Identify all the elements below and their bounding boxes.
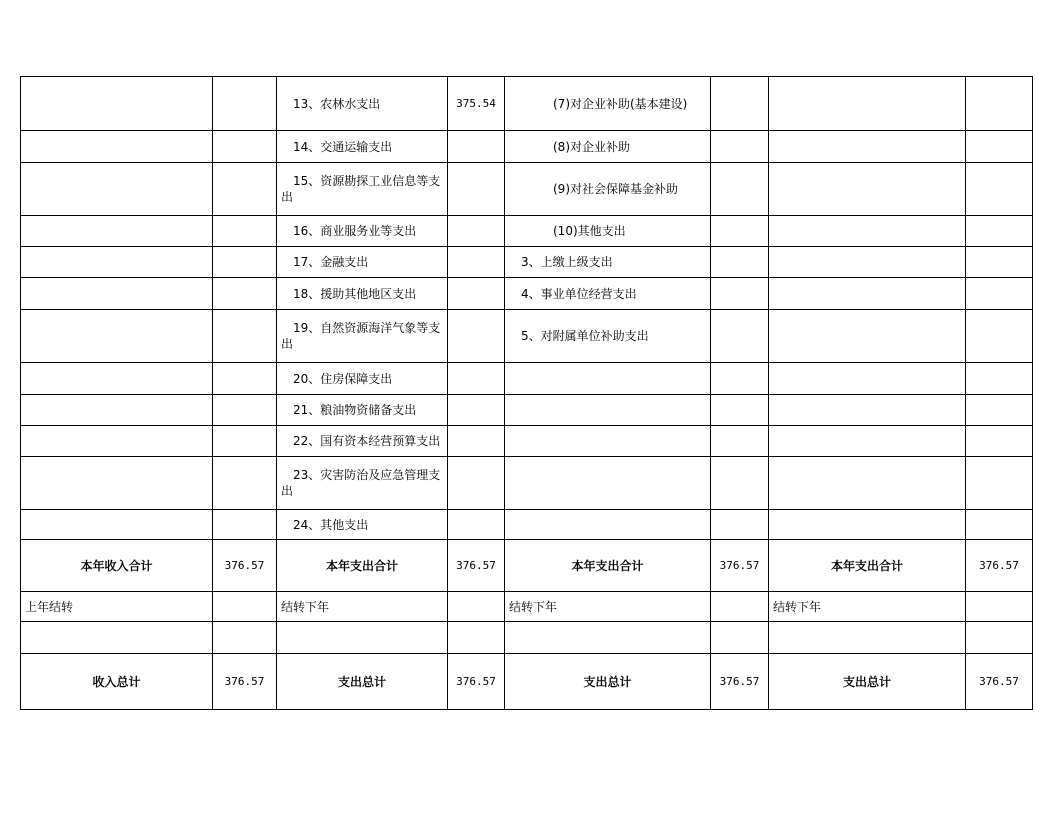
cell-income-item (21, 395, 213, 426)
cell-text-line: 出 (281, 190, 294, 204)
cell-expense-value (448, 363, 505, 395)
cell-income-value (213, 278, 277, 310)
table-row (21, 426, 1033, 457)
cell-expense-item: 16、商业服务业等支出 (277, 216, 448, 247)
cell-extra-item (769, 247, 966, 278)
carry-out-value (448, 592, 505, 622)
cell-text-line: 19、自然资源海洋气象等支 (293, 321, 441, 335)
cell-extra-item (769, 395, 966, 426)
econ-grand-value: 376.57 (711, 654, 769, 710)
carry-in-label: 上年结转 (21, 592, 213, 622)
cell-expense-value (448, 395, 505, 426)
cell-econ-value (711, 278, 769, 310)
cell-econ-value (711, 395, 769, 426)
cell-income-item (21, 510, 213, 540)
cell-income-item (21, 363, 213, 395)
cell-income-item (21, 426, 213, 457)
empty-cell (277, 622, 448, 654)
table-row (21, 457, 1033, 510)
cell-extra-value (966, 395, 1033, 426)
cell-econ-value (711, 247, 769, 278)
table-row (21, 278, 1033, 310)
cell-income-item (21, 163, 213, 216)
income-total-label: 本年收入合计 (21, 540, 213, 592)
cell-econ-item: (10)其他支出 (505, 216, 711, 247)
cell-income-item (21, 278, 213, 310)
cell-econ-value (711, 426, 769, 457)
cell-extra-value (966, 163, 1033, 216)
cell-text-line: 出 (281, 337, 294, 351)
cell-extra-value (966, 363, 1033, 395)
table-row (21, 363, 1033, 395)
cell-expense-value (448, 510, 505, 540)
table-row (21, 247, 1033, 278)
expense-grand-label: 支出总计 (277, 654, 448, 710)
cell-expense-item: 24、其他支出 (277, 510, 448, 540)
empty-cell (711, 622, 769, 654)
cell-econ-value (711, 216, 769, 247)
carry-out-label: 结转下年 (505, 592, 711, 622)
extra-total-value: 376.57 (966, 540, 1033, 592)
cell-extra-item (769, 363, 966, 395)
carry-row (21, 592, 1033, 622)
cell-income-value (213, 247, 277, 278)
cell-income-value (213, 163, 277, 216)
cell-extra-item (769, 216, 966, 247)
cell-expense-value (448, 163, 505, 216)
cell-extra-item (769, 310, 966, 363)
cell-extra-value (966, 457, 1033, 510)
cell-income-value (213, 395, 277, 426)
income-grand-label: 收入总计 (21, 654, 213, 710)
econ-total-label: 本年支出合计 (505, 540, 711, 592)
cell-econ-value (711, 510, 769, 540)
cell-econ-item: (9)对社会保障基金补助 (505, 163, 711, 216)
cell-income-value (213, 131, 277, 163)
cell-econ-item: (7)对企业补助(基本建设) (505, 77, 711, 131)
year-total-row (21, 540, 1033, 592)
cell-econ-value (711, 457, 769, 510)
cell-income-value (213, 426, 277, 457)
income-grand-value: 376.57 (213, 654, 277, 710)
carry-out-label: 结转下年 (769, 592, 966, 622)
table-row (21, 77, 1033, 131)
empty-cell (213, 622, 277, 654)
empty-cell (448, 622, 505, 654)
budget-table-sheet (20, 76, 1033, 710)
cell-text-line: 出 (281, 484, 294, 498)
carry-out-value (711, 592, 769, 622)
carry-out-value (966, 592, 1033, 622)
cell-income-value (213, 363, 277, 395)
econ-total-value: 376.57 (711, 540, 769, 592)
cell-income-value (213, 457, 277, 510)
cell-income-item (21, 77, 213, 131)
cell-income-value (213, 77, 277, 131)
cell-income-value (213, 216, 277, 247)
cell-econ-value (711, 131, 769, 163)
extra-total-label: 本年支出合计 (769, 540, 966, 592)
cell-extra-item (769, 510, 966, 540)
cell-income-value (213, 310, 277, 363)
cell-econ-item: 3、上缴上级支出 (505, 247, 711, 278)
cell-econ-value (711, 363, 769, 395)
cell-extra-item (769, 77, 966, 131)
cell-econ-item (505, 426, 711, 457)
cell-extra-value (966, 131, 1033, 163)
cell-expense-item: 22、国有资本经营预算支出 (277, 426, 448, 457)
cell-expense-value (448, 426, 505, 457)
income-total-value: 376.57 (213, 540, 277, 592)
cell-econ-item (505, 457, 711, 510)
cell-expense-item: 14、交通运输支出 (277, 131, 448, 163)
cell-expense-item (277, 163, 448, 216)
empty-cell (769, 622, 966, 654)
cell-expense-item (277, 457, 448, 510)
empty-cell (966, 622, 1033, 654)
cell-expense-item: 17、金融支出 (277, 247, 448, 278)
empty-cell (505, 622, 711, 654)
empty-cell (21, 622, 213, 654)
cell-expense-value (448, 216, 505, 247)
cell-expense-value (448, 247, 505, 278)
cell-text-line: 15、资源勘探工业信息等支 (293, 174, 441, 188)
cell-extra-item (769, 278, 966, 310)
cell-income-item (21, 247, 213, 278)
cell-extra-value (966, 278, 1033, 310)
table-row (21, 163, 1033, 216)
expense-grand-value: 376.57 (448, 654, 505, 710)
expense-total-label: 本年支出合计 (277, 540, 448, 592)
expense-total-value: 376.57 (448, 540, 505, 592)
table-row (21, 216, 1033, 247)
table-row (21, 310, 1033, 363)
grand-total-row (21, 654, 1033, 710)
cell-expense-item (277, 310, 448, 363)
extra-grand-label: 支出总计 (769, 654, 966, 710)
cell-income-item (21, 216, 213, 247)
cell-extra-value (966, 247, 1033, 278)
cell-income-item (21, 457, 213, 510)
cell-extra-value (966, 216, 1033, 247)
cell-expense-value: 375.54 (448, 77, 505, 131)
cell-income-value (213, 510, 277, 540)
cell-econ-item (505, 395, 711, 426)
cell-text-line: 23、灾害防治及应急管理支 (293, 468, 441, 482)
cell-econ-item: (8)对企业补助 (505, 131, 711, 163)
cell-econ-item: 4、事业单位经营支出 (505, 278, 711, 310)
carry-out-label: 结转下年 (277, 592, 448, 622)
cell-econ-value (711, 163, 769, 216)
budget-table (20, 76, 1033, 710)
cell-extra-item (769, 163, 966, 216)
extra-grand-value: 376.57 (966, 654, 1033, 710)
table-row (21, 510, 1033, 540)
cell-expense-value (448, 457, 505, 510)
cell-econ-item (505, 363, 711, 395)
cell-extra-item (769, 426, 966, 457)
table-row (21, 131, 1033, 163)
cell-expense-value (448, 278, 505, 310)
cell-expense-item: 18、援助其他地区支出 (277, 278, 448, 310)
cell-income-item (21, 310, 213, 363)
table-row (21, 622, 1033, 654)
cell-econ-item: 5、对附属单位补助支出 (505, 310, 711, 363)
cell-expense-value (448, 310, 505, 363)
cell-econ-item (505, 510, 711, 540)
cell-expense-item: 13、农林水支出 (277, 77, 448, 131)
cell-extra-item (769, 457, 966, 510)
cell-expense-item: 20、住房保障支出 (277, 363, 448, 395)
carry-in-value (213, 592, 277, 622)
cell-extra-value (966, 426, 1033, 457)
cell-extra-value (966, 310, 1033, 363)
cell-econ-value (711, 77, 769, 131)
cell-expense-item: 21、粮油物资储备支出 (277, 395, 448, 426)
cell-extra-value (966, 510, 1033, 540)
econ-grand-label: 支出总计 (505, 654, 711, 710)
cell-expense-value (448, 131, 505, 163)
cell-income-item (21, 131, 213, 163)
cell-extra-value (966, 77, 1033, 131)
table-row (21, 395, 1033, 426)
cell-econ-value (711, 310, 769, 363)
cell-extra-item (769, 131, 966, 163)
